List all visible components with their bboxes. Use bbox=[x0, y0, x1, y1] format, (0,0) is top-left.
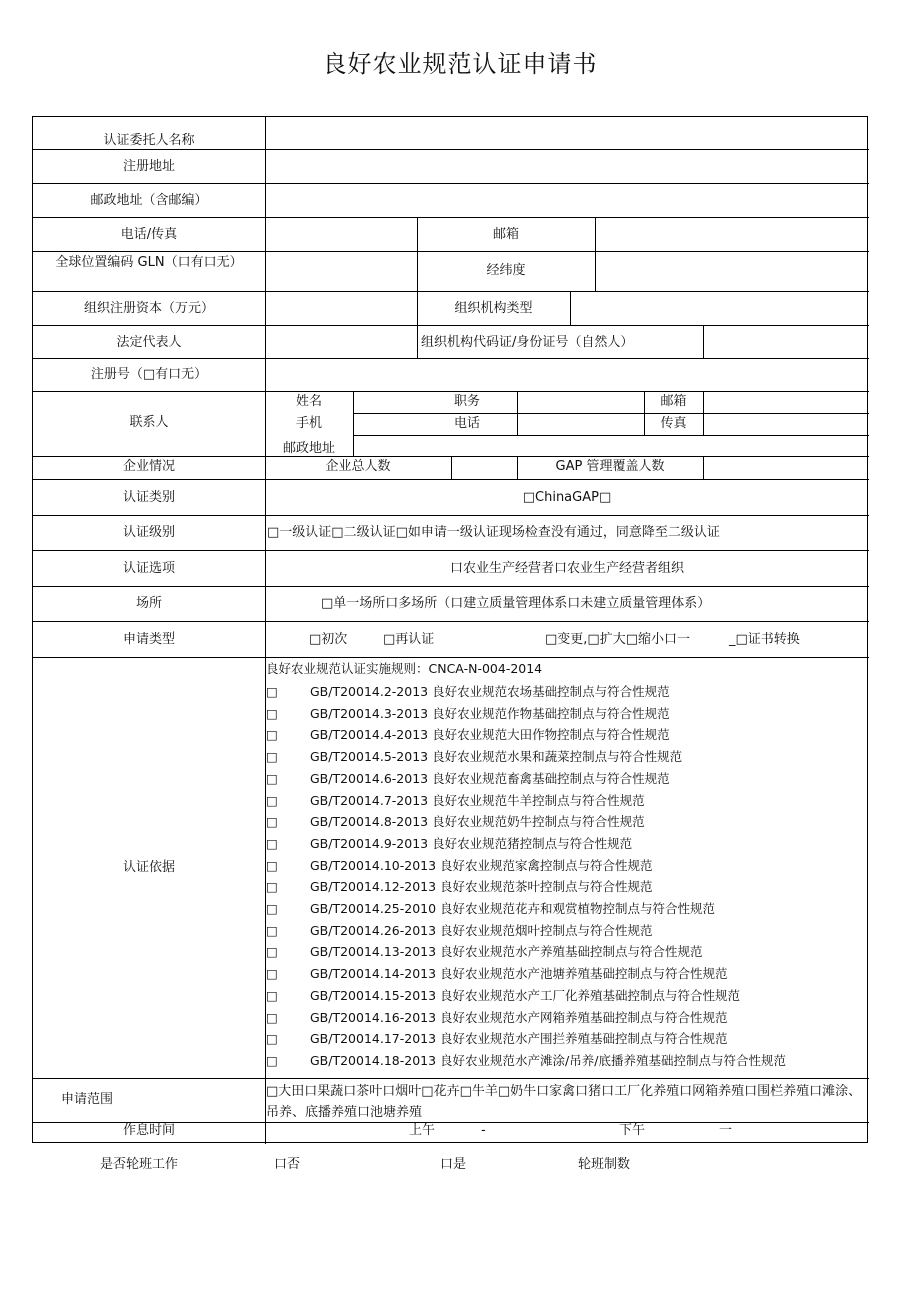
standard-text: GB/T20014.7-2013 良好农业规范牛羊控制点与符合性规范 bbox=[310, 792, 645, 808]
pm-label: 下午 bbox=[619, 1123, 646, 1138]
standard-checkbox[interactable]: □ bbox=[266, 705, 278, 721]
standard-text: GB/T20014.6-2013 良好农业规范畜禽基础控制点与符合性规范 bbox=[310, 770, 670, 786]
postal-address-label: 邮政地址（含邮编） bbox=[90, 193, 208, 208]
standard-text: GB/T20014.12-2013 良好农业规范茶叶控制点与符合性规范 bbox=[310, 879, 653, 895]
standard-item[interactable] bbox=[266, 793, 645, 809]
standard-item[interactable] bbox=[266, 814, 645, 830]
apply-initial-checkbox[interactable]: □初次 bbox=[309, 632, 348, 647]
client-name-label: 认证委托人名称 bbox=[103, 133, 195, 148]
standard-checkbox[interactable]: □ bbox=[266, 749, 278, 765]
cert-option-label: 认证选项 bbox=[122, 561, 175, 576]
standard-checkbox[interactable]: □ bbox=[266, 944, 278, 960]
apply-change-checkbox[interactable]: □变更,□扩大□缩小口一 bbox=[545, 632, 690, 647]
contact-name-label: 姓名 bbox=[295, 394, 322, 409]
standard-item[interactable] bbox=[266, 901, 715, 917]
work-time-label: 作息时间 bbox=[122, 1123, 175, 1138]
standard-item[interactable] bbox=[266, 749, 682, 765]
standard-checkbox[interactable]: □ bbox=[266, 987, 278, 1003]
shift-yes-checkbox[interactable]: 口是 bbox=[440, 1157, 467, 1172]
standard-checkbox[interactable]: □ bbox=[266, 901, 278, 916]
standard-text: GB/T20014.4-2013 良好农业规范大田作物控制点与符合性规范 bbox=[310, 727, 670, 743]
standard-checkbox[interactable]: □ bbox=[266, 922, 278, 938]
pm-dash: 一 bbox=[719, 1123, 733, 1138]
standard-checkbox[interactable]: □ bbox=[266, 684, 278, 699]
phone-fax-label: 电话/传真 bbox=[120, 227, 178, 242]
standard-text: GB/T20014.9-2013 良好农业规范猪控制点与符合性规范 bbox=[310, 835, 633, 851]
capital-label: 组织注册资本（万元） bbox=[83, 301, 214, 316]
standard-item[interactable] bbox=[266, 706, 670, 722]
standard-checkbox[interactable]: □ bbox=[266, 857, 278, 873]
standard-item[interactable] bbox=[266, 684, 670, 700]
standard-checkbox[interactable]: □ bbox=[266, 835, 278, 851]
contact-postal-label: 邮政地址 bbox=[282, 441, 335, 456]
basis-rule: 良好农业规范认证实施规则：CNCA-N-004-2014 bbox=[266, 661, 543, 676]
contact-fax-label: 传真 bbox=[660, 416, 687, 431]
application-form-table bbox=[32, 116, 868, 1143]
standard-text: GB/T20014.15-2013 良好农业规范水产工厂化养殖基础控制点与符合性规范 bbox=[310, 987, 741, 1003]
standard-item[interactable] bbox=[266, 988, 740, 1004]
apply-type-label: 申请类型 bbox=[122, 632, 175, 647]
standard-checkbox[interactable]: □ bbox=[266, 1052, 278, 1068]
standard-text: GB/T20014.2-2013 良好农业规范农场基础控制点与符合性规范 bbox=[310, 684, 670, 699]
standard-checkbox[interactable]: □ bbox=[266, 966, 278, 982]
standard-text: GB/T20014.16-2013 良好农业规范水产网箱养殖基础控制点与符合性规范 bbox=[310, 1009, 728, 1025]
standard-text: GB/T20014.25-2010 良好农业规范花卉和观赏植物控制点与符合性规范 bbox=[310, 901, 716, 916]
standard-text: GB/T20014.10-2013 良好农业规范家禽控制点与符合性规范 bbox=[310, 857, 653, 873]
standard-text: GB/T20014.17-2013 良好农业规范水产围拦养殖基础控制点与符合性规范 bbox=[310, 1031, 728, 1047]
scope-options[interactable]: □大田口果蔬口茶叶口烟叶□花卉□牛羊□奶牛口家禽口猪口工厂化养殖口网箱养殖口围栏养殖口滩涂、吊养、底播养殖口池塘养殖 bbox=[266, 1084, 862, 1120]
standard-text: GB/T20014.18-2013 良好农业规范水产滩涂/吊养/底播养殖基础控制点与符合性规范 bbox=[310, 1052, 786, 1068]
standard-checkbox[interactable]: □ bbox=[266, 879, 278, 895]
standard-checkbox[interactable]: □ bbox=[266, 1009, 278, 1025]
standard-text: GB/T20014.26-2013 良好农业规范烟叶控制点与符合性规范 bbox=[310, 922, 653, 938]
shift-no-checkbox[interactable]: 口否 bbox=[274, 1157, 301, 1172]
email-label: 邮箱 bbox=[492, 227, 519, 242]
standard-item[interactable] bbox=[266, 923, 653, 939]
standard-checkbox[interactable]: □ bbox=[266, 770, 278, 786]
total-staff-label: 企业总人数 bbox=[325, 459, 391, 474]
standard-text: GB/T20014.5-2013 良好农业规范水果和蔬菜控制点与符合性规范 bbox=[310, 749, 683, 765]
cert-category-label: 认证类别 bbox=[122, 490, 175, 505]
basis-label: 认证依据 bbox=[122, 860, 175, 875]
legal-rep-label: 法定代表人 bbox=[116, 335, 182, 350]
reg-no-label: 注册号（□有口无） bbox=[90, 367, 208, 382]
standard-text: GB/T20014.13-2013 良好农业规范水产养殖基础控制点与符合性规范 bbox=[310, 944, 703, 960]
apply-renew-checkbox[interactable]: □再认证 bbox=[383, 632, 435, 647]
shift-count-label: 轮班制数 bbox=[578, 1157, 631, 1172]
org-code-label: 组织机构代码证/身份证号（自然人） bbox=[421, 335, 634, 350]
latlng-label: 经纬度 bbox=[486, 263, 526, 278]
standard-item[interactable] bbox=[266, 1053, 786, 1069]
apply-transfer-checkbox[interactable]: _□证书转换 bbox=[729, 632, 800, 647]
contact-tel-label: 电话 bbox=[453, 416, 480, 431]
shift-label: 是否轮班工作 bbox=[100, 1157, 179, 1172]
site-options[interactable]: □单一场所口多场所（口建立质量管理体系口未建立质量管理体系） bbox=[321, 596, 711, 611]
contact-label: 联系人 bbox=[129, 415, 169, 430]
standard-item[interactable] bbox=[266, 1031, 728, 1047]
standard-text: GB/T20014.3-2013 良好农业规范作物基础控制点与符合性规范 bbox=[310, 705, 670, 721]
standard-checkbox[interactable]: □ bbox=[266, 814, 278, 830]
contact-email-label: 邮箱 bbox=[660, 394, 687, 409]
standard-item[interactable] bbox=[266, 944, 703, 960]
am-label: 上午 bbox=[409, 1123, 436, 1138]
cert-level-label: 认证级别 bbox=[122, 525, 175, 540]
standard-item[interactable] bbox=[266, 966, 728, 982]
standard-item[interactable] bbox=[266, 727, 670, 743]
contact-position-label: 职务 bbox=[453, 394, 480, 409]
reg-address-label: 注册地址 bbox=[122, 159, 175, 174]
gap-staff-label: GAP 管理覆盖人数 bbox=[555, 459, 665, 474]
am-dash: - bbox=[481, 1123, 486, 1138]
contact-mobile-label: 手机 bbox=[295, 416, 322, 431]
cert-option-options[interactable]: 口农业生产经营者口农业生产经营者组织 bbox=[449, 561, 684, 576]
gln-label: 全球位置编码 GLN（口有口无） bbox=[55, 255, 243, 270]
site-label: 场所 bbox=[135, 596, 162, 611]
cert-category-options[interactable]: □ChinaGAP□ bbox=[522, 490, 612, 505]
standard-item[interactable] bbox=[266, 1010, 728, 1026]
org-type-label: 组织机构类型 bbox=[454, 301, 533, 316]
standard-item[interactable] bbox=[266, 836, 632, 852]
standard-item[interactable] bbox=[266, 879, 653, 895]
standard-item[interactable] bbox=[266, 858, 653, 874]
scope-label: 申请范围 bbox=[61, 1092, 114, 1107]
standard-checkbox[interactable]: □ bbox=[266, 792, 278, 808]
standard-checkbox[interactable]: □ bbox=[266, 727, 278, 743]
standard-item[interactable] bbox=[266, 771, 670, 787]
enterprise-label: 企业情况 bbox=[122, 459, 175, 474]
standard-checkbox[interactable]: □ bbox=[266, 1031, 278, 1047]
cert-level-options[interactable]: □一级认证□二级认证□如申请一级认证现场检查没有通过，同意降至二级认证 bbox=[267, 525, 720, 540]
standard-text: GB/T20014.14-2013 良好农业规范水产池塘养殖基础控制点与符合性规范 bbox=[310, 966, 728, 982]
standard-text: GB/T20014.8-2013 良好农业规范奶牛控制点与符合性规范 bbox=[310, 814, 645, 830]
document-title: 良好农业规范认证申请书 bbox=[322, 50, 598, 78]
